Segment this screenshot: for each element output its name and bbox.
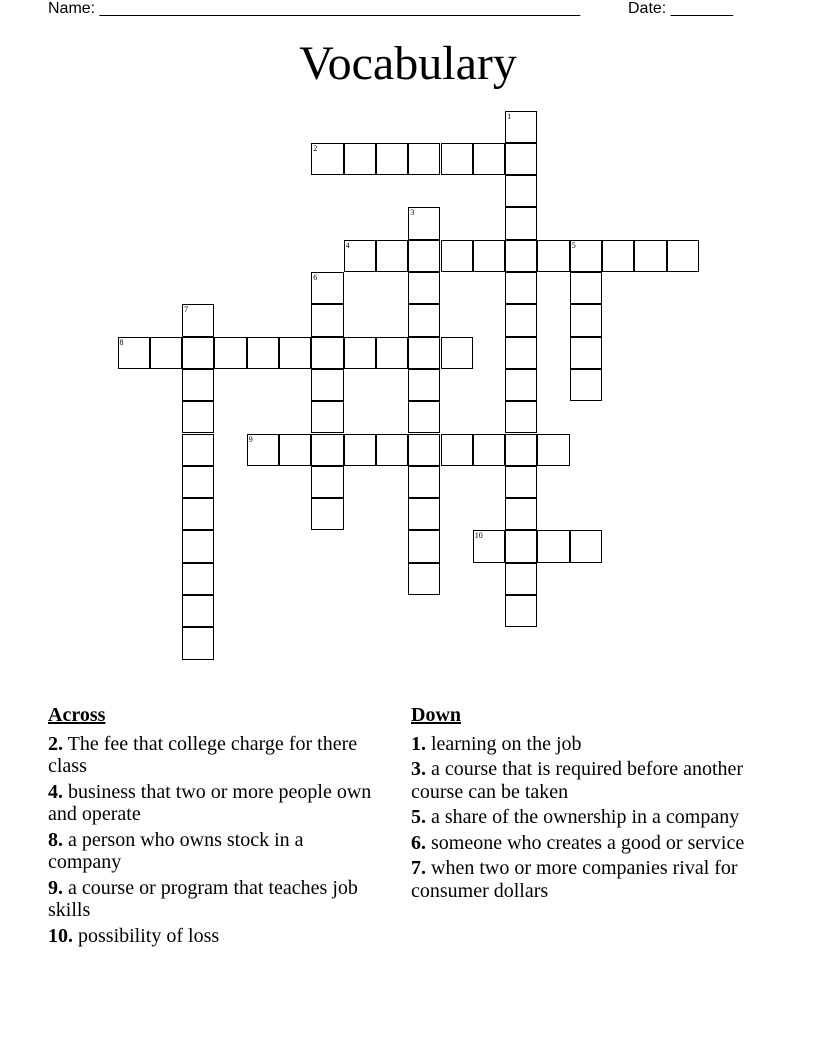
grid-cell[interactable] <box>505 466 537 498</box>
grid-cell[interactable] <box>311 143 343 175</box>
grid-cell[interactable] <box>505 595 537 627</box>
grid-cell[interactable] <box>182 498 214 530</box>
grid-cell[interactable] <box>408 304 440 336</box>
grid-cell[interactable] <box>570 337 602 369</box>
grid-cell[interactable] <box>408 466 440 498</box>
grid-cell[interactable] <box>441 434 473 466</box>
grid-cell[interactable] <box>505 369 537 401</box>
grid-cell[interactable] <box>311 498 343 530</box>
grid-cell[interactable] <box>182 337 214 369</box>
down-heading: Down <box>411 704 462 726</box>
grid-cell[interactable] <box>505 498 537 530</box>
grid-cell[interactable] <box>408 498 440 530</box>
clue-text: The fee that college charge for there class <box>48 732 358 777</box>
clue-text: someone who creates a good or service <box>431 831 745 854</box>
grid-cell[interactable] <box>408 401 440 433</box>
grid-cell[interactable] <box>408 207 440 239</box>
grid-cell[interactable] <box>376 240 408 272</box>
grid-cell[interactable] <box>311 337 343 369</box>
cell-number: 5 <box>571 240 576 250</box>
grid-cell[interactable] <box>344 143 376 175</box>
grid-cell[interactable] <box>344 240 376 272</box>
grid-cell[interactable] <box>182 369 214 401</box>
grid-cell[interactable] <box>182 401 214 433</box>
clue-number: 5. <box>411 806 426 828</box>
grid-cell[interactable] <box>408 272 440 304</box>
down-clues <box>411 704 756 905</box>
grid-cell[interactable] <box>505 304 537 336</box>
cell-number: 9 <box>248 434 253 444</box>
grid-cell[interactable] <box>505 240 537 272</box>
grid-cell[interactable] <box>537 240 569 272</box>
grid-cell[interactable] <box>182 563 214 595</box>
clue-number: 3. <box>411 758 426 780</box>
grid-cell[interactable] <box>408 143 440 175</box>
grid-cell[interactable] <box>344 337 376 369</box>
clue-across-4 <box>48 781 378 826</box>
grid-cell[interactable] <box>505 401 537 433</box>
clue-text: when two or more companies rival for consumer dollars <box>411 857 738 902</box>
grid-cell[interactable] <box>667 240 699 272</box>
grid-cell[interactable] <box>473 240 505 272</box>
clue-text: possibility of loss <box>78 924 220 947</box>
clue-text: business that two or more people own and operate <box>48 780 372 825</box>
grid-cell[interactable] <box>311 304 343 336</box>
grid-cell[interactable] <box>182 530 214 562</box>
clue-down-5 <box>411 806 756 829</box>
grid-cell[interactable] <box>408 240 440 272</box>
grid-cell[interactable] <box>473 434 505 466</box>
grid-cell[interactable] <box>182 466 214 498</box>
grid-cell[interactable] <box>570 304 602 336</box>
clue-number: 8. <box>48 828 63 851</box>
grid-cell[interactable] <box>376 143 408 175</box>
cell-number: 7 <box>184 305 189 315</box>
clue-down-6 <box>411 832 756 855</box>
grid-cell[interactable] <box>441 143 473 175</box>
grid-cell[interactable] <box>311 272 343 304</box>
cell-number: 3 <box>410 208 415 218</box>
clue-down-7 <box>411 857 756 902</box>
grid-cell[interactable] <box>505 530 537 562</box>
grid-cell[interactable] <box>570 272 602 304</box>
grid-cell[interactable] <box>441 240 473 272</box>
grid-cell[interactable] <box>505 272 537 304</box>
clue-number: 6. <box>411 831 426 854</box>
grid-cell[interactable] <box>441 337 473 369</box>
cell-number: 8 <box>119 337 124 347</box>
grid-cell[interactable] <box>344 434 376 466</box>
grid-cell[interactable] <box>408 369 440 401</box>
grid-cell[interactable] <box>505 337 537 369</box>
clue-text: learning on the job <box>431 732 582 755</box>
grid-cell[interactable] <box>311 369 343 401</box>
clue-text: a person who owns stock in a company <box>48 828 304 873</box>
grid-cell[interactable] <box>408 530 440 562</box>
grid-cell[interactable] <box>505 175 537 207</box>
grid-cell[interactable] <box>182 627 214 659</box>
grid-cell[interactable] <box>182 595 214 627</box>
grid-cell[interactable] <box>376 337 408 369</box>
grid-cell[interactable] <box>311 401 343 433</box>
grid-cell[interactable] <box>311 434 343 466</box>
grid-cell[interactable] <box>408 434 440 466</box>
clue-number: 1. <box>411 732 426 755</box>
grid-cell[interactable] <box>408 563 440 595</box>
clue-across-8 <box>48 829 378 874</box>
grid-cell[interactable] <box>602 240 634 272</box>
clue-down-3 <box>411 758 756 803</box>
grid-cell[interactable] <box>279 337 311 369</box>
clue-number: 2. <box>48 732 63 755</box>
grid-cell[interactable] <box>537 434 569 466</box>
grid-cell[interactable] <box>376 434 408 466</box>
grid-cell[interactable] <box>505 111 537 143</box>
grid-cell[interactable] <box>570 240 602 272</box>
across-heading: Across <box>48 704 106 726</box>
clue-text: a course that is required before another course can be taken <box>411 758 744 803</box>
name-label: Name: ______________________________________________________ <box>48 0 581 17</box>
grid-cell[interactable] <box>247 434 279 466</box>
clue-across-2 <box>48 733 378 778</box>
grid-cell[interactable] <box>570 369 602 401</box>
cell-number: 4 <box>345 240 350 250</box>
clue-across-10 <box>48 925 378 948</box>
date-label: Date: _______ <box>628 0 733 17</box>
clue-text: a course or program that teaches job skills <box>48 876 358 921</box>
cell-number: 6 <box>313 273 318 282</box>
grid-cell[interactable] <box>118 337 150 369</box>
clue-text: a share of the ownership in a company <box>431 806 740 828</box>
page-title: Vocabulary <box>299 37 517 90</box>
grid-cell[interactable] <box>505 434 537 466</box>
grid-cell[interactable] <box>214 337 246 369</box>
grid-cell[interactable] <box>505 563 537 595</box>
grid-cell[interactable] <box>182 434 214 466</box>
across-clues <box>48 704 378 950</box>
grid-cell[interactable] <box>473 143 505 175</box>
grid-cell[interactable] <box>537 530 569 562</box>
grid-cell[interactable] <box>150 337 182 369</box>
clue-number: 4. <box>48 780 63 803</box>
clue-number: 9. <box>48 876 63 899</box>
grid-cell[interactable] <box>505 143 537 175</box>
cell-number: 2 <box>313 143 318 153</box>
cell-number: 10 <box>474 531 483 541</box>
grid-cell[interactable] <box>182 304 214 336</box>
clue-number: 7. <box>411 857 426 879</box>
grid-cell[interactable] <box>634 240 666 272</box>
grid-cell[interactable] <box>570 530 602 562</box>
grid-cell[interactable] <box>473 530 505 562</box>
clue-down-1 <box>411 733 756 756</box>
grid-cell[interactable] <box>311 466 343 498</box>
cell-number: 1 <box>507 111 512 121</box>
grid-cell[interactable] <box>247 337 279 369</box>
grid-cell[interactable] <box>505 207 537 239</box>
clue-across-9 <box>48 877 378 922</box>
grid-cell[interactable] <box>279 434 311 466</box>
clue-number: 10. <box>48 924 73 947</box>
grid-cell[interactable] <box>408 337 440 369</box>
